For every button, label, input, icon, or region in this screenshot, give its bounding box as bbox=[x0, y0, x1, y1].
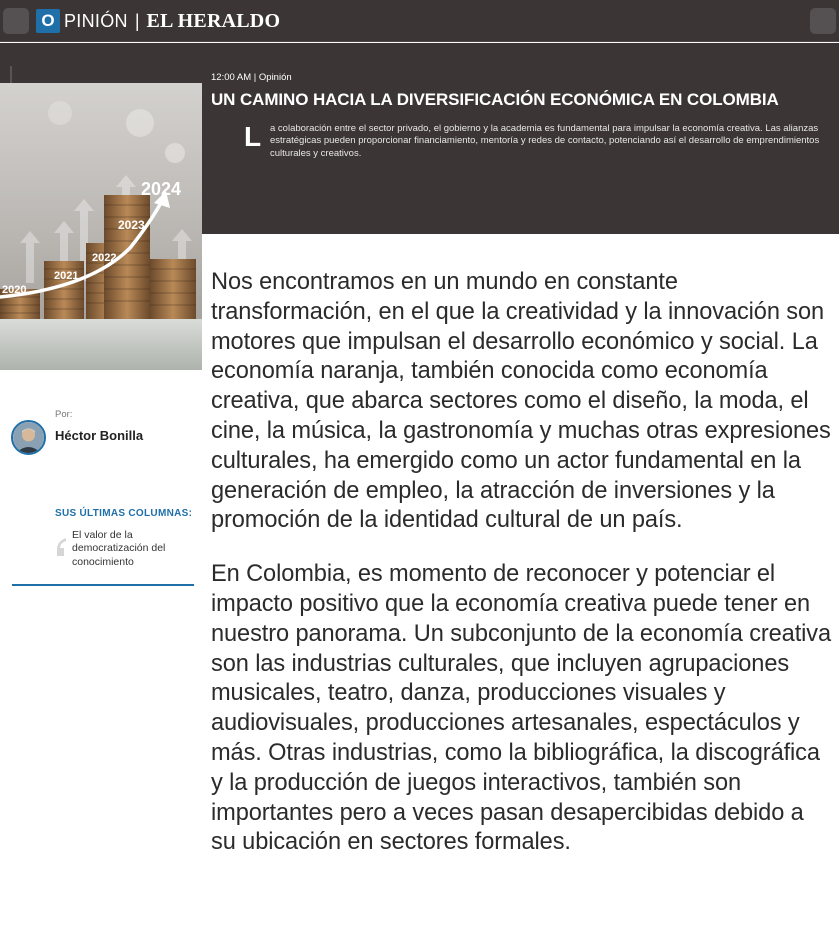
newspaper-logo: EL HERALDO bbox=[146, 9, 281, 32]
section-initial: O bbox=[36, 9, 60, 33]
divider bbox=[10, 66, 12, 84]
brand-separator: | bbox=[134, 10, 140, 31]
year-label: 2024 bbox=[141, 179, 182, 199]
top-bar bbox=[0, 0, 839, 42]
quote-icon bbox=[54, 536, 68, 558]
article-body bbox=[211, 268, 833, 882]
article-title: UN CAMINO HACIA LA DIVERSIFICACIÓN ECONÓMICA EN COLOMBIA bbox=[211, 90, 779, 109]
year-label: 2020 bbox=[2, 284, 27, 296]
lead-dropcap: L bbox=[244, 121, 262, 152]
latest-columns-title: SUS ÚLTIMAS COLUMNAS: bbox=[55, 508, 193, 519]
section-brand[interactable] bbox=[36, 8, 280, 34]
author-name[interactable]: Héctor Bonilla bbox=[55, 428, 144, 443]
body-paragraph: Nos encontramos en un mundo en constante transformación, en el que la creatividad y la innovación son motores que impulsan el desarrollo económico y social. La economía naranja, también conocida como economía creativa, que abarca sectores como el diseño, la moda, el cine, la música, la gastronomía y muchas otras expresiones culturales, ha emergido como un actor fundamental en la generación de empleo, la atracción de inversiones y la promoción de la identidad cultural de un país. bbox=[211, 269, 831, 534]
article-image bbox=[0, 83, 202, 370]
year-label: 2023 bbox=[118, 218, 145, 232]
article-lead: a colaboración entre el sector privado, el gobierno y la academia es fundamental para impulsar la economía creativa. Las alianzas estratégicas pueden proporcionar financiamiento, mentoría y redes de contacto, potenciando así el desarrollo de emprendimientos culturales y creativos. bbox=[270, 123, 820, 159]
meta-separator: | bbox=[251, 72, 259, 83]
body-paragraph: En Colombia, es momento de reconocer y potenciar el impacto positivo que la economía creativa puede tener en nuestro panorama. Un subconjunto de la economía creativa son las industrias culturales, que incluyen agrupaciones musicales, teatro, danza, producciones visuales y audiovisuales, producciones artesanales, espectáculos y más. Otras industrias, como la bibliográfica, la discográfica y la producción de juegos interactivos, también son importantes pero a veces pasan desapercibidas debido a su ubicación en sectores formales. bbox=[211, 561, 832, 856]
article-category[interactable]: Opinión bbox=[258, 72, 292, 83]
menu-icon[interactable] bbox=[3, 8, 29, 34]
section-name: PINIÓN bbox=[64, 10, 128, 31]
avatar[interactable] bbox=[11, 420, 46, 455]
column-link[interactable]: El valor de la democratización del conocimiento bbox=[72, 529, 166, 568]
share-icon[interactable] bbox=[810, 8, 836, 34]
year-label: 2022 bbox=[92, 252, 117, 264]
article-meta bbox=[211, 72, 292, 83]
author-by-label: Por: bbox=[55, 409, 73, 420]
article-time: 12:00 AM bbox=[211, 72, 252, 83]
year-label: 2021 bbox=[54, 270, 79, 282]
sidebar-divider bbox=[12, 584, 194, 586]
